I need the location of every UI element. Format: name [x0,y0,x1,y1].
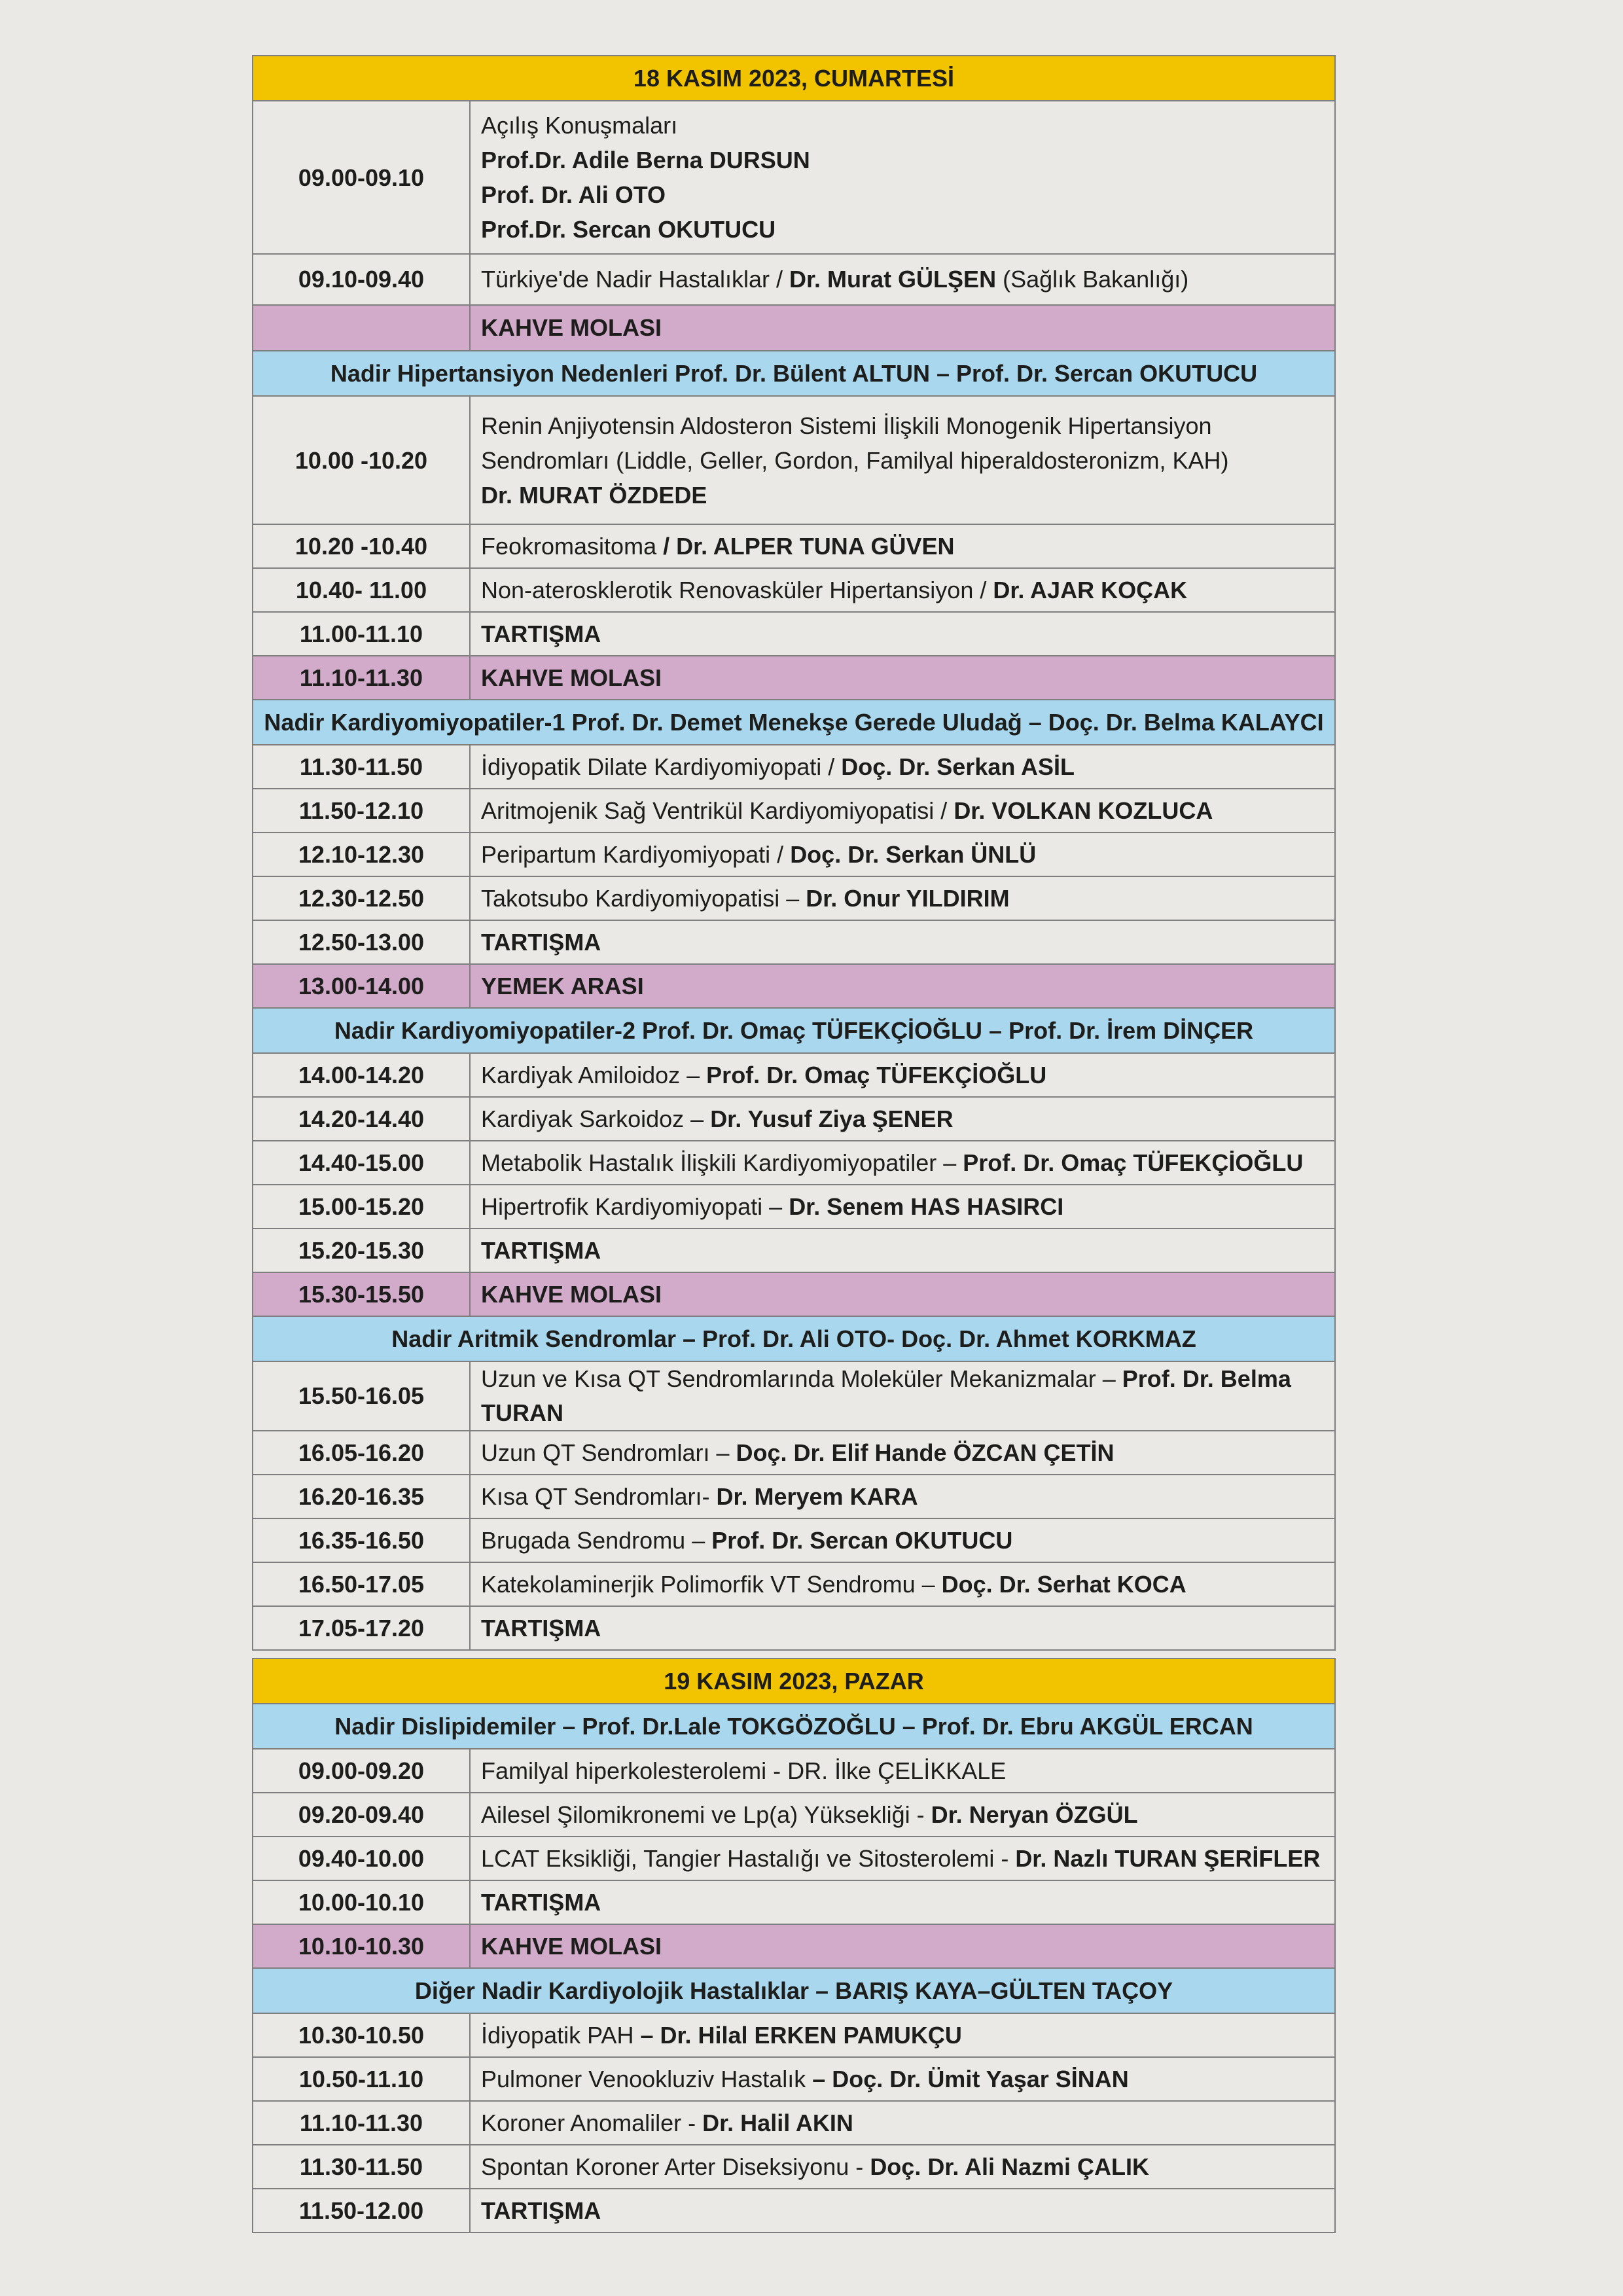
talk-title: Familyal hiperkolesterolemi - DR. İlke ÇELİKKALE [481,1757,1007,1784]
time-cell: 11.10-11.30 [253,2101,470,2145]
talk-cell [470,1141,1335,1185]
talk-cell [470,1097,1335,1141]
talk-cell [470,568,1335,612]
program-row [253,1097,1335,1141]
talk-title: Türkiye'de Nadir Hastalıklar / [481,266,790,293]
talk-cell [470,1431,1335,1475]
day-title: 19 KASIM 2023, PAZAR [253,1659,1335,1704]
discussion-label: TARTIŞMA [470,2189,1335,2233]
discussion-label: TARTIŞMA [470,1229,1335,1272]
talk-cell [470,1837,1335,1880]
time-cell: 14.40-15.00 [253,1141,470,1185]
talk-cell [470,1185,1335,1229]
talk-title: Feokromasitoma [481,532,664,560]
talk-title: Aritmojenik Sağ Ventrikül Kardiyomiyopatisi / [481,797,954,824]
time-cell: 12.30-12.50 [253,876,470,920]
speaker-name: Dr. Senem HAS HASIRCI [789,1193,1064,1220]
time-cell: 09.10-09.40 [253,254,470,305]
speaker-name: Doç. Dr. Serhat KOCA [941,1570,1186,1598]
talk-cell [470,1361,1335,1431]
program-row [253,2101,1335,2145]
time-cell: 10.50-11.10 [253,2057,470,2101]
talk-cell [470,1562,1335,1606]
speaker-name: Prof. Dr. Belma TURAN [481,1365,1291,1426]
talk-title: Pulmoner Venookluziv Hastalık [481,2065,813,2092]
time-cell: 10.20 -10.40 [253,524,470,568]
day-header [253,56,1335,101]
speaker-name: Dr. Yusuf Ziya ŞENER [710,1105,954,1132]
discussion-label: TARTIŞMA [470,920,1335,964]
session-title: Nadir Aritmik Sendromlar – Prof. Dr. Ali OTO- Doç. Dr. Ahmet KORKMAZ [253,1316,1335,1361]
session-title: Nadir Kardiyomiyopatiler-2 Prof. Dr. Omaç TÜFEKÇİOĞLU – Prof. Dr. İrem DİNÇER [253,1008,1335,1053]
talk-cell [470,1053,1335,1097]
talk-title: Sendromları (Liddle, Geller, Gordon, Familyal hiperaldosteronizm, KAH) [481,446,1229,474]
break-row [253,305,1335,351]
session-header [253,351,1335,396]
time-cell: 11.30-11.50 [253,745,470,789]
time-cell: 09.00-09.10 [253,101,470,254]
talk-title: Kardiyak Amiloidoz – [481,1061,707,1088]
speaker-affiliation: (Sağlık Bakanlığı) [996,266,1189,293]
time-cell: 10.00-10.10 [253,1880,470,1924]
session-header [253,700,1335,745]
break-label: KAHVE MOLASI [470,305,1335,351]
speaker-name: Doç. Dr. Ali Nazmi ÇALIK [870,2153,1150,2180]
discussion-row [253,920,1335,964]
time-cell: 16.50-17.05 [253,1562,470,1606]
program-row [253,2057,1335,2101]
session-title: Nadir Kardiyomiyopatiler-1 Prof. Dr. Demet Menekşe Gerede Uludağ – Doç. Dr. Belma KALAYCI [253,700,1335,745]
time-cell: 11.50-12.10 [253,789,470,833]
talk-cell [470,396,1335,524]
program-row [253,568,1335,612]
discussion-label: TARTIŞMA [470,612,1335,656]
speaker-name: Doç. Dr. Serkan ÜNLÜ [790,840,1037,868]
talk-cell [470,1749,1335,1793]
time-cell: 09.00-09.20 [253,1749,470,1793]
break-label: YEMEK ARASI [470,964,1335,1008]
speaker-name: Dr. MURAT ÖZDEDE [481,481,707,509]
speaker-name: / Dr. ALPER TUNA GÜVEN [663,532,955,560]
talk-cell [470,2057,1335,2101]
time-cell: 15.50-16.05 [253,1361,470,1431]
break-row [253,656,1335,700]
program-row [253,1793,1335,1837]
time-cell: 11.00-11.10 [253,612,470,656]
speaker-name: – Dr. Hilal ERKEN PAMUKÇU [640,2021,962,2049]
program-row [253,876,1335,920]
time-cell: 09.40-10.00 [253,1837,470,1880]
talk-cell [470,745,1335,789]
speaker-name: Prof. Dr. Omaç TÜFEKÇİOĞLU [963,1149,1304,1176]
session-header [253,1316,1335,1361]
time-cell: 15.00-15.20 [253,1185,470,1229]
time-cell: 13.00-14.00 [253,964,470,1008]
program-row [253,1518,1335,1562]
speaker-name: Dr. Neryan ÖZGÜL [931,1801,1138,1828]
talk-title: İdiyopatik PAH [481,2021,641,2049]
program-row [253,1475,1335,1518]
talk-cell [470,254,1335,305]
time-cell: 11.50-12.00 [253,2189,470,2233]
talk-title: Uzun QT Sendromları – [481,1439,736,1466]
talk-cell [470,2013,1335,2057]
day-header [253,1659,1335,1704]
program-row [253,396,1335,524]
talk-cell [470,833,1335,876]
talk-cell [470,1793,1335,1837]
speaker-name: Dr. Onur YILDIRIM [806,884,1010,912]
talk-title: İdiyopatik Dilate Kardiyomiyopati / [481,753,842,780]
time-cell: 10.00 -10.20 [253,396,470,524]
program-row [253,789,1335,833]
program-row [253,1053,1335,1097]
discussion-label: TARTIŞMA [470,1880,1335,1924]
speaker-name: Prof. Dr. Omaç TÜFEKÇİOĞLU [706,1061,1047,1088]
talk-title: Renin Anjiyotensin Aldosteron Sistemi İlişkili Monogenik Hipertansiyon [481,412,1212,439]
session-title: Diğer Nadir Kardiyolojik Hastalıklar – BARIŞ KAYA–GÜLTEN TAÇOY [253,1968,1335,2013]
speaker-name: Dr. Meryem KARA [716,1482,918,1510]
talk-title: Spontan Koroner Arter Diseksiyonu - [481,2153,870,2180]
talk-cell [470,789,1335,833]
discussion-label: TARTIŞMA [470,1606,1335,1650]
talk-title: Ailesel Şilomikronemi ve Lp(a) Yüksekliği - [481,1801,931,1828]
talk-cell [470,101,1335,254]
program-row [253,254,1335,305]
time-cell [253,305,470,351]
speaker-name: Dr. AJAR KOÇAK [993,576,1188,603]
talk-title: LCAT Eksikliği, Tangier Hastalığı ve Sitosterolemi - [481,1844,1016,1872]
talk-title: Takotsubo Kardiyomiyopatisi – [481,884,806,912]
discussion-row [253,1606,1335,1650]
time-cell: 16.05-16.20 [253,1431,470,1475]
talk-cell [470,524,1335,568]
time-cell: 17.05-17.20 [253,1606,470,1650]
break-label: KAHVE MOLASI [470,656,1335,700]
time-cell: 11.30-11.50 [253,2145,470,2189]
speaker-name: – Doç. Dr. Ümit Yaşar SİNAN [812,2065,1129,2092]
talk-cell [470,1475,1335,1518]
speaker-name: Prof. Dr. Sercan OKUTUCU [711,1526,1013,1554]
talk-title: Brugada Sendromu – [481,1526,712,1554]
break-row [253,964,1335,1008]
talk-cell [470,2145,1335,2189]
schedule-day1 [252,55,1336,1651]
program-row [253,1141,1335,1185]
program-row [253,101,1335,254]
time-cell: 16.35-16.50 [253,1518,470,1562]
time-cell: 14.20-14.40 [253,1097,470,1141]
program-row [253,1837,1335,1880]
talk-title: Koroner Anomaliler - [481,2109,703,2136]
day-title: 18 KASIM 2023, CUMARTESİ [253,56,1335,101]
time-cell: 12.10-12.30 [253,833,470,876]
break-label: KAHVE MOLASI [470,1924,1335,1968]
schedule-day2 [252,1658,1336,2233]
time-cell: 11.10-11.30 [253,656,470,700]
talk-title: Kısa QT Sendromları- [481,1482,717,1510]
time-cell: 10.10-10.30 [253,1924,470,1968]
speaker-name: Prof.Dr. Sercan OKUTUCU [481,216,776,243]
speaker-name: Dr. VOLKAN KOZLUCA [954,797,1213,824]
talk-title: Metabolik Hastalık İlişkili Kardiyomiyopatiler – [481,1149,963,1176]
break-row [253,1272,1335,1316]
time-cell: 10.30-10.50 [253,2013,470,2057]
talk-title: Açılış Konuşmaları [481,112,678,139]
session-header [253,1704,1335,1749]
program-row [253,1185,1335,1229]
discussion-row [253,2189,1335,2233]
program-row [253,1562,1335,1606]
speaker-name: Prof.Dr. Adile Berna DURSUN [481,147,810,173]
talk-title: Kardiyak Sarkoidoz – [481,1105,711,1132]
speaker-name: Dr. Halil AKIN [702,2109,853,2136]
talk-title: Peripartum Kardiyomiyopati / [481,840,791,868]
program-row [253,1431,1335,1475]
program-row [253,745,1335,789]
discussion-row [253,1880,1335,1924]
talk-cell [470,1518,1335,1562]
session-title: Nadir Hipertansiyon Nedenleri Prof. Dr. Bülent ALTUN – Prof. Dr. Sercan OKUTUCU [253,351,1335,396]
speaker-name: Doç. Dr. Serkan ASİL [841,753,1075,780]
talk-title: Hipertrofik Kardiyomiyopati – [481,1193,789,1220]
talk-title: Non-aterosklerotik Renovasküler Hipertansiyon / [481,576,993,603]
speaker-name: Prof. Dr. Ali OTO [481,181,666,208]
program-row [253,2013,1335,2057]
program-row [253,833,1335,876]
time-cell: 12.50-13.00 [253,920,470,964]
program-row [253,1749,1335,1793]
session-header [253,1968,1335,2013]
session-header [253,1008,1335,1053]
program-row [253,524,1335,568]
time-cell: 10.40- 11.00 [253,568,470,612]
time-cell: 15.30-15.50 [253,1272,470,1316]
discussion-row [253,1229,1335,1272]
speaker-name: Doç. Dr. Elif Hande ÖZCAN ÇETİN [736,1439,1115,1466]
talk-title: Uzun ve Kısa QT Sendromlarında Moleküler Mekanizmalar – [481,1365,1122,1392]
discussion-row [253,612,1335,656]
time-cell: 16.20-16.35 [253,1475,470,1518]
speaker-name: Dr. Murat GÜLŞEN [789,266,997,293]
talk-cell [470,2101,1335,2145]
break-label: KAHVE MOLASI [470,1272,1335,1316]
time-cell: 15.20-15.30 [253,1229,470,1272]
time-cell: 09.20-09.40 [253,1793,470,1837]
program-row [253,2145,1335,2189]
time-cell: 14.00-14.20 [253,1053,470,1097]
talk-title: Katekolaminerjik Polimorfik VT Sendromu – [481,1570,942,1598]
program-row [253,1361,1335,1431]
session-title: Nadir Dislipidemiler – Prof. Dr.Lale TOKGÖZOĞLU – Prof. Dr. Ebru AKGÜL ERCAN [253,1704,1335,1749]
speaker-name: Dr. Nazlı TURAN ŞERİFLER [1015,1844,1321,1872]
talk-cell [470,876,1335,920]
break-row [253,1924,1335,1968]
